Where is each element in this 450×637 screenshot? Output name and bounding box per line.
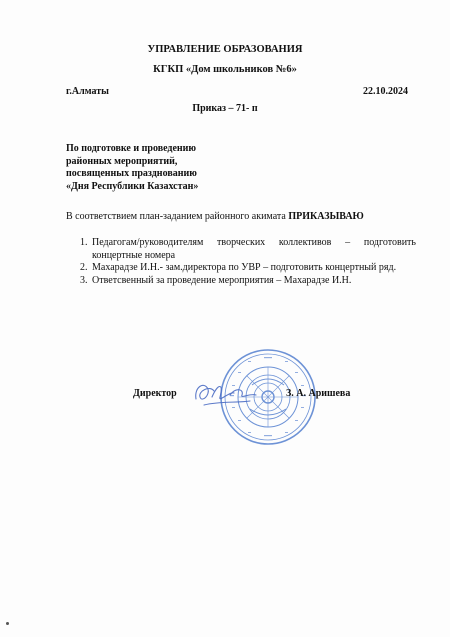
scan-speck bbox=[6, 622, 9, 625]
list-item-text: Ответсвенный за проведение мероприятия – Махарадзе И.Н. bbox=[92, 274, 352, 286]
list-item bbox=[80, 262, 416, 275]
subject-line: По подготовке и проведению bbox=[66, 143, 197, 154]
organization-header: УПРАВЛЕНИЕ ОБРАЗОВАНИЯ bbox=[147, 44, 303, 55]
list-item bbox=[80, 237, 416, 262]
list-item-text: Педагогам/руководителям творческих коллективов – подготовить концертные номера bbox=[92, 237, 416, 261]
subject-line: районных мероприятий, bbox=[66, 155, 178, 167]
institution-header: КГКП «Дом школьников №6» bbox=[153, 64, 297, 75]
order-basis bbox=[66, 211, 364, 222]
order-number: Приказ – 71- п bbox=[192, 103, 258, 114]
subject-line: посвященных празднованию bbox=[66, 168, 197, 179]
basis-text: В соответствием план-заданием районного акимата bbox=[66, 211, 289, 222]
order-subject bbox=[66, 143, 198, 193]
list-item-number: 3. bbox=[80, 274, 88, 286]
handwritten-signature-icon bbox=[190, 377, 260, 409]
signatory-name: З. А. Аришева bbox=[286, 388, 351, 399]
list-item bbox=[80, 275, 416, 288]
document-date: 22.10.2024 bbox=[363, 86, 408, 97]
list-item-number: 2. bbox=[80, 262, 88, 273]
list-item-number: 1. bbox=[80, 237, 88, 248]
subject-line: «Дня Республики Казахстан» bbox=[66, 180, 199, 192]
basis-keyword: ПРИКАЗЫВАЮ bbox=[288, 211, 364, 222]
signatory-title: Директор bbox=[133, 388, 177, 399]
order-items-list bbox=[80, 237, 416, 287]
city-label: г.Алматы bbox=[66, 86, 109, 97]
list-item-text: Махарадзе И.Н.- зам.директора по УВР – подготовить концертный ряд. bbox=[92, 262, 397, 273]
